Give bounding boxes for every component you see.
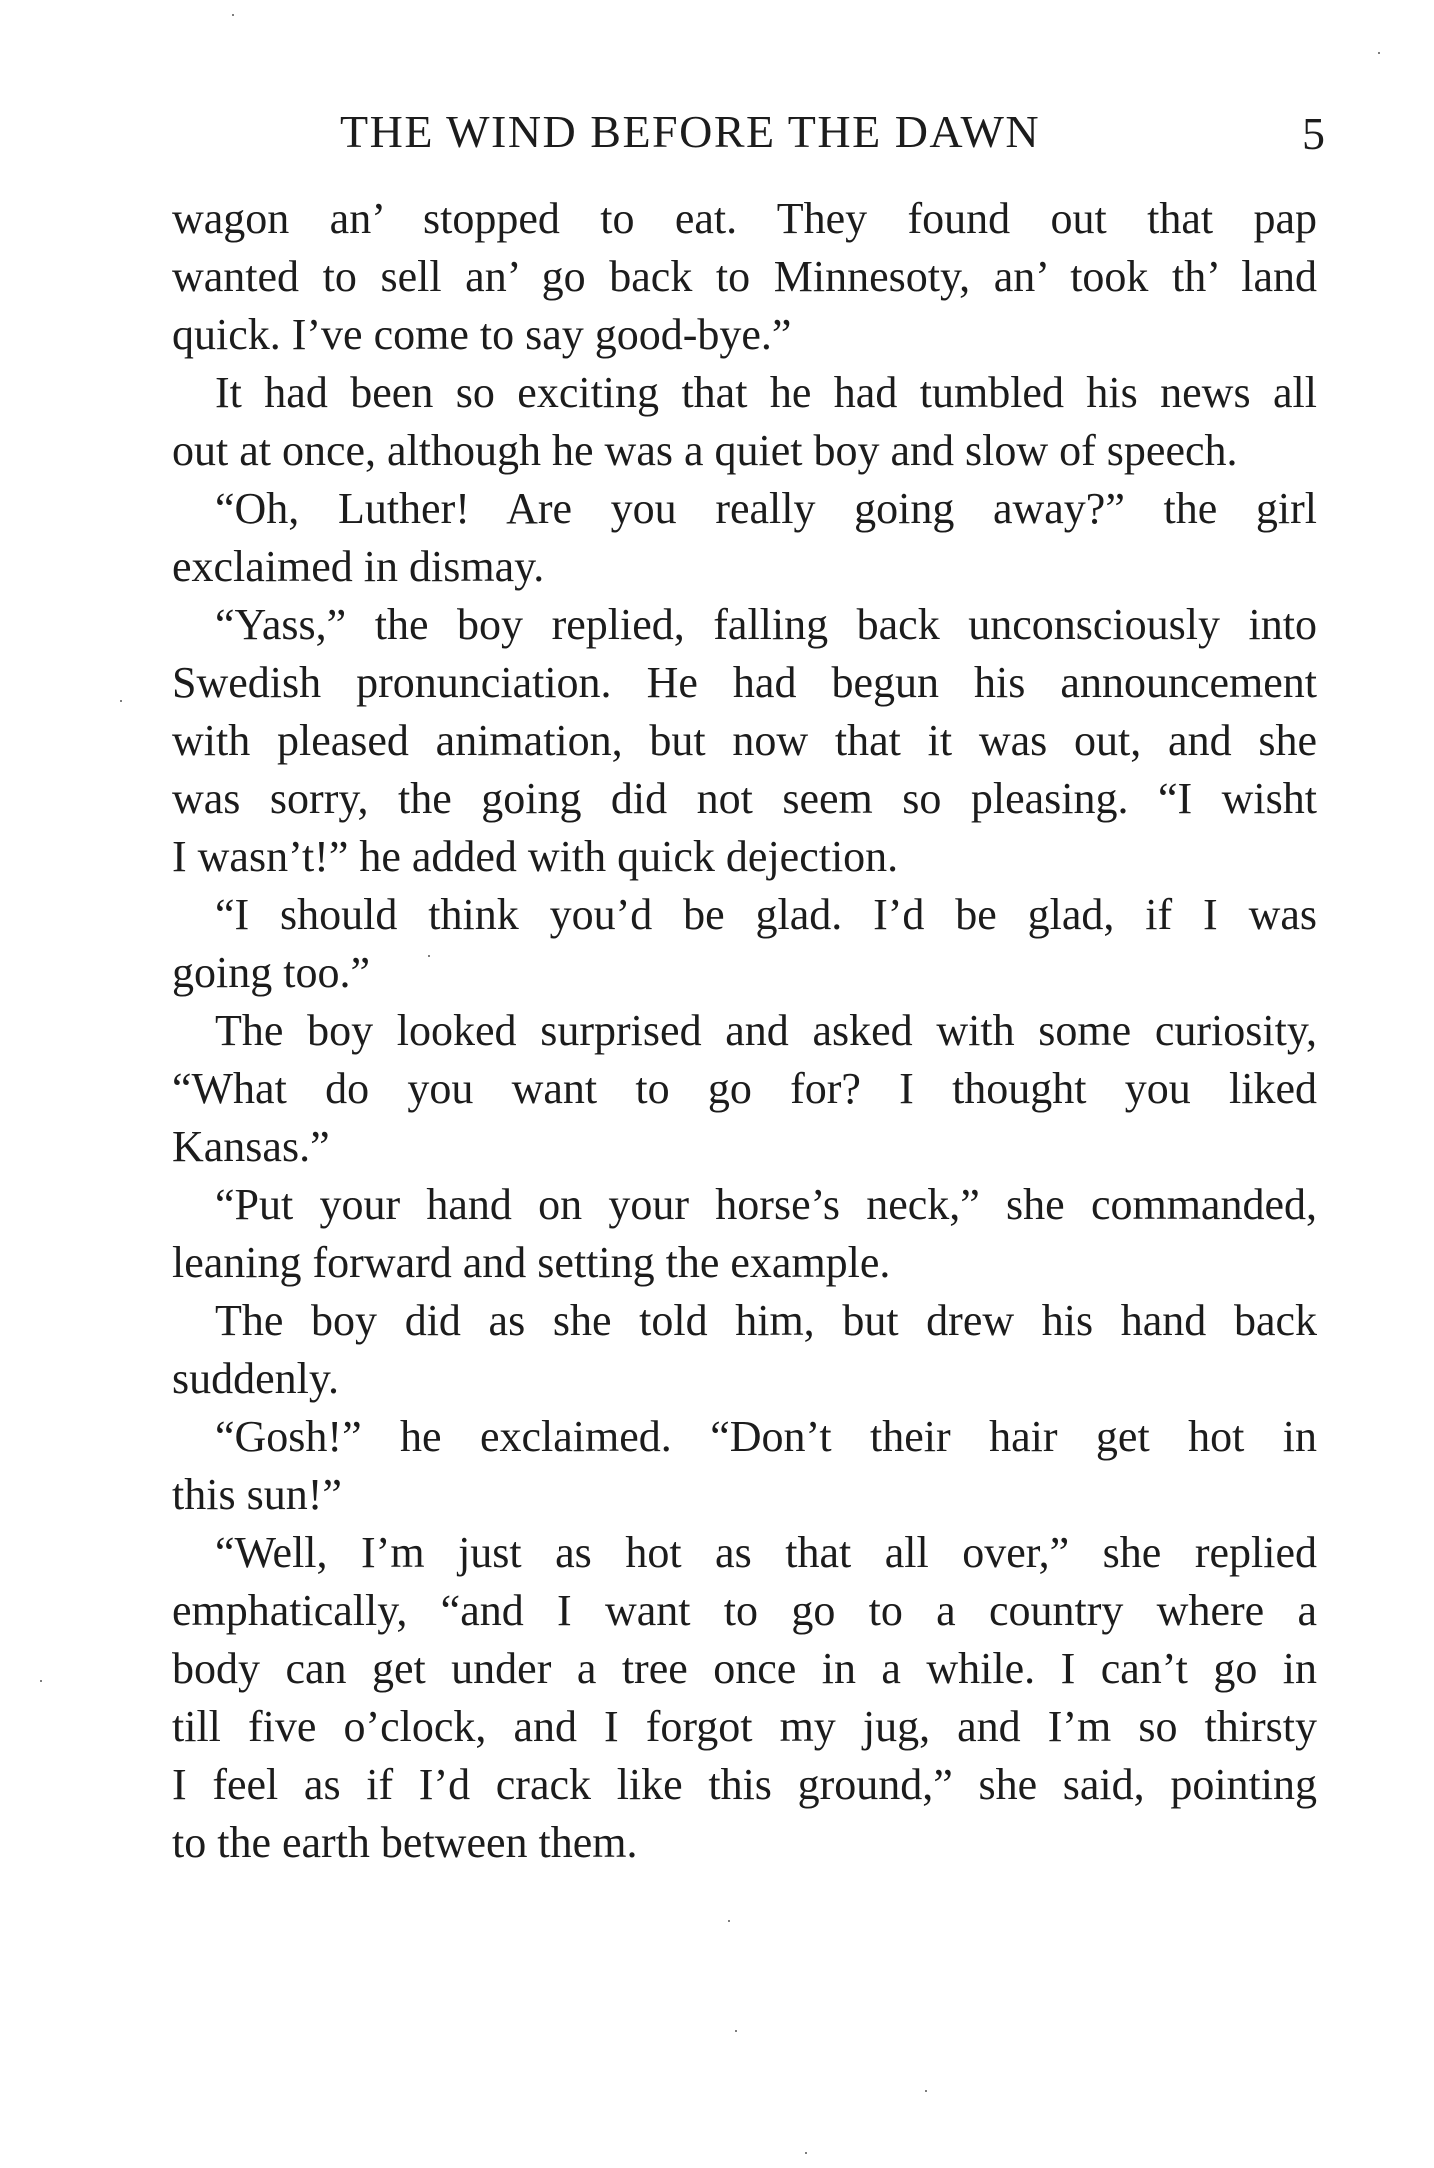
text-line: was sorry, the going did not seem so pleasing. “I wisht: [172, 774, 1317, 823]
running-title: THE WIND BEFORE THE DAWN: [340, 106, 1041, 157]
text-line: Kansas.”: [172, 1122, 330, 1171]
text-line: “Put your hand on your horse’s neck,” she commanded,: [215, 1180, 1317, 1229]
text-line: “What do you want to go for? I thought you liked: [172, 1064, 1317, 1113]
text-line: wanted to sell an’ go back to Minnesoty, an’ took th’ land: [172, 252, 1317, 301]
paper-speck: [232, 14, 234, 16]
page-number: 5: [1302, 108, 1325, 159]
text-line: emphatically, “and I want to go to a country where a: [172, 1586, 1317, 1635]
paper-speck: [728, 1920, 730, 1922]
text-line: to the earth between them.: [172, 1818, 638, 1867]
text-line: I feel as if I’d crack like this ground,” she said, pointing: [172, 1760, 1317, 1809]
running-head: [170, 102, 1325, 162]
paper-speck: [120, 700, 122, 702]
text-line: going too.”: [172, 948, 370, 997]
text-line: “I should think you’d be glad. I’d be glad, if I was: [215, 890, 1317, 939]
paper-speck: [1378, 52, 1380, 54]
text-line: Swedish pronunciation. He had begun his announcement: [172, 658, 1317, 707]
text-line: quick. I’ve come to say good-bye.”: [172, 310, 792, 359]
text-line: It had been so exciting that he had tumbled his news all: [215, 368, 1317, 417]
text-line: “Well, I’m just as hot as that all over,” she replied: [215, 1528, 1317, 1577]
text-line: suddenly.: [172, 1354, 340, 1403]
text-line: wagon an’ stopped to eat. They found out that pap: [172, 194, 1317, 243]
text-line: The boy did as she told him, but drew his hand back: [215, 1296, 1317, 1345]
body-text: [172, 190, 1317, 1872]
text-line: body can get under a tree once in a while. I can’t go in: [172, 1644, 1317, 1693]
text-line: this sun!”: [172, 1470, 342, 1519]
text-line: with pleased animation, but now that it was out, and she: [172, 716, 1317, 765]
text-line: leaning forward and setting the example.: [172, 1238, 891, 1287]
text-line: till five o’clock, and I forgot my jug, and I’m so thirsty: [172, 1702, 1317, 1751]
text-line: I wasn’t!” he added with quick dejection.: [172, 832, 899, 881]
text-line: out at once, although he was a quiet boy and slow of speech.: [172, 426, 1238, 475]
paper-speck: [735, 2030, 737, 2032]
paper-speck: [925, 2090, 927, 2092]
text-line: The boy looked surprised and asked with some curiosity,: [215, 1006, 1317, 1055]
paper-speck: [805, 2152, 807, 2154]
text-line: “Gosh!” he exclaimed. “Don’t their hair get hot in: [215, 1412, 1317, 1461]
paper-speck: [428, 955, 430, 957]
text-line: exclaimed in dismay.: [172, 542, 545, 591]
paper-speck: [40, 1680, 42, 1682]
text-line: “Yass,” the boy replied, falling back unconsciously into: [215, 600, 1317, 649]
text-line: “Oh, Luther! Are you really going away?” the girl: [215, 484, 1317, 533]
